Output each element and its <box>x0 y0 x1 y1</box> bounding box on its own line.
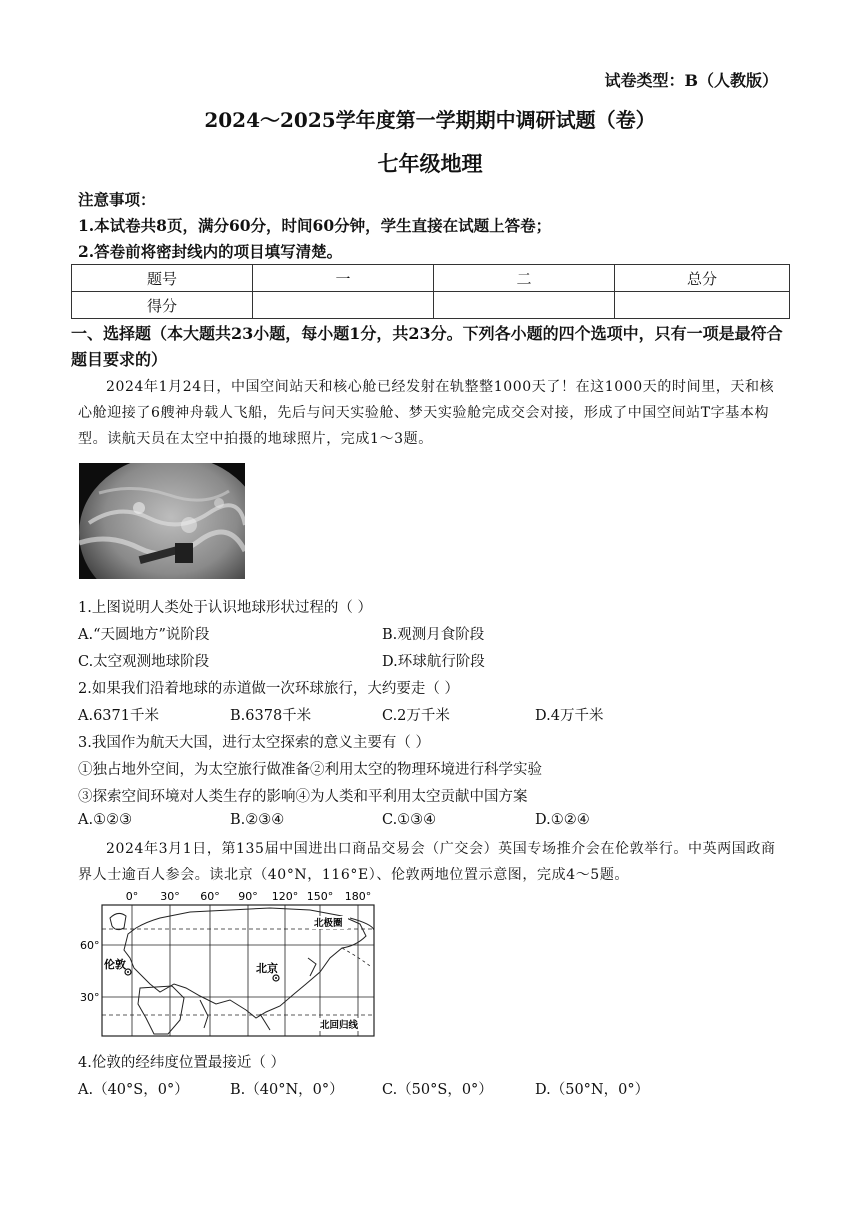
q4-option-d[interactable]: D.（50°N，0°） <box>535 1082 650 1098</box>
q2-option-c[interactable]: C.2万千米 <box>382 708 450 724</box>
earth-photo <box>79 463 245 579</box>
lat-label: 60° <box>80 939 100 952</box>
q1-option-a[interactable]: A.“天圆地方”说阶段 <box>78 627 210 643</box>
exam-title: 2024～2025学年度第一学期期中调研试题（卷） <box>204 108 656 132</box>
world-map-graphic <box>80 888 380 1038</box>
score-table-header-row <box>72 265 790 292</box>
question-3-stem: 3.我国作为航天大国，进行太空探索的意义主要有（ ） <box>78 735 430 751</box>
score-header-cell: 一 <box>253 265 434 292</box>
q3-option-a[interactable]: A.①②③ <box>78 812 133 828</box>
score-input-cell[interactable] <box>253 292 434 319</box>
notice-item-1: 1.本试卷共8页，满分60分，时间60分钟，学生直接在试题上答卷； <box>78 216 552 235</box>
lon-label: 90° <box>238 890 258 903</box>
lon-label: 180° <box>344 890 372 903</box>
score-header-cell: 题号 <box>72 265 253 292</box>
q3-option-c[interactable]: C.①③④ <box>382 812 437 828</box>
score-input-cell[interactable] <box>434 292 615 319</box>
lat-label: 30° <box>80 991 100 1004</box>
passage-1: 2024年1月24日，中国空间站天和核心舱已经发射在轨整整1000天了！在这1000天的时间里，天和核心舱迎接了6艘神舟载人飞船，先后与问天实验舱、梦天实验舱完成交会对接，形成了中国空间站T字基本构型。读航天员在太空中拍摄的地球照片，完成1～3题。 <box>78 379 775 447</box>
exam-subtitle: 七年级地理 <box>377 151 483 176</box>
tropic-cancer-label: 北回归线 <box>320 1020 359 1031</box>
lon-label: 120° <box>271 890 299 903</box>
lon-label: 0° <box>125 890 139 903</box>
question-4-stem: 4.伦敦的经纬度位置最接近（ ） <box>78 1055 285 1071</box>
paper-type: 试卷类型：B（人教版） <box>604 71 778 90</box>
q2-option-a[interactable]: A.6371千米 <box>78 708 159 724</box>
q1-option-b[interactable]: B.观测月食阶段 <box>382 627 485 643</box>
q4-option-b[interactable]: B.（40°N，0°） <box>230 1082 344 1098</box>
q4-option-a[interactable]: A.（40°S，0°） <box>78 1082 189 1098</box>
score-header-cell: 二 <box>434 265 615 292</box>
score-table <box>71 264 790 319</box>
q2-option-d[interactable]: D.4万千米 <box>535 708 604 724</box>
earth-photo-graphic <box>79 463 245 579</box>
passage-2: 2024年3月1日，第135届中国进出口商品交易会（广交会）英国专场推介会在伦敦举行。中英两国政商界人士逾百人参会。读北京（40°N，116°E）、伦敦两地位置示意图，完成4～5题。 <box>78 841 776 883</box>
london-label: 伦敦 <box>104 958 126 971</box>
q1-option-d[interactable]: D.环球航行阶段 <box>382 654 485 670</box>
beijing-label: 北京 <box>256 962 278 975</box>
question-1-stem: 1.上图说明人类处于认识地球形状过程的（ ） <box>78 600 372 616</box>
score-row-label: 得分 <box>72 292 253 319</box>
world-map-figure <box>80 888 380 1038</box>
score-input-cell[interactable] <box>615 292 790 319</box>
lon-label: 30° <box>160 890 180 903</box>
q3-option-b[interactable]: B.②③④ <box>230 812 285 828</box>
arctic-circle-label: 北极圈 <box>314 918 343 929</box>
q3-statements-2: ③探索空间环境对人类生存的影响④为人类和平利用太空贡献中国方案 <box>78 789 528 805</box>
score-table-score-row <box>72 292 790 319</box>
q3-statements-1: ①独占地外空间，为太空旅行做准备②利用太空的物理环境进行科学实验 <box>78 762 542 778</box>
q1-option-c[interactable]: C.太空观测地球阶段 <box>78 654 210 670</box>
lon-label: 60° <box>200 890 220 903</box>
lon-label: 150° <box>306 890 334 903</box>
q2-option-b[interactable]: B.6378千米 <box>230 708 312 724</box>
q3-option-d[interactable]: D.①②④ <box>535 812 590 828</box>
notice-item-2: 2.答卷前将密封线内的项目填写清楚。 <box>78 242 343 261</box>
section-heading: 一、选择题（本大题共23小题，每小题1分，共23分。下列各小题的四个选项中，只有一项是最符合题目要求的） <box>71 324 783 369</box>
score-header-cell: 总分 <box>615 265 790 292</box>
notice-heading: 注意事项： <box>78 190 156 209</box>
question-2-stem: 2.如果我们沿着地球的赤道做一次环球旅行，大约要走（ ） <box>78 681 459 697</box>
q4-option-c[interactable]: C.（50°S，0°） <box>382 1082 493 1098</box>
